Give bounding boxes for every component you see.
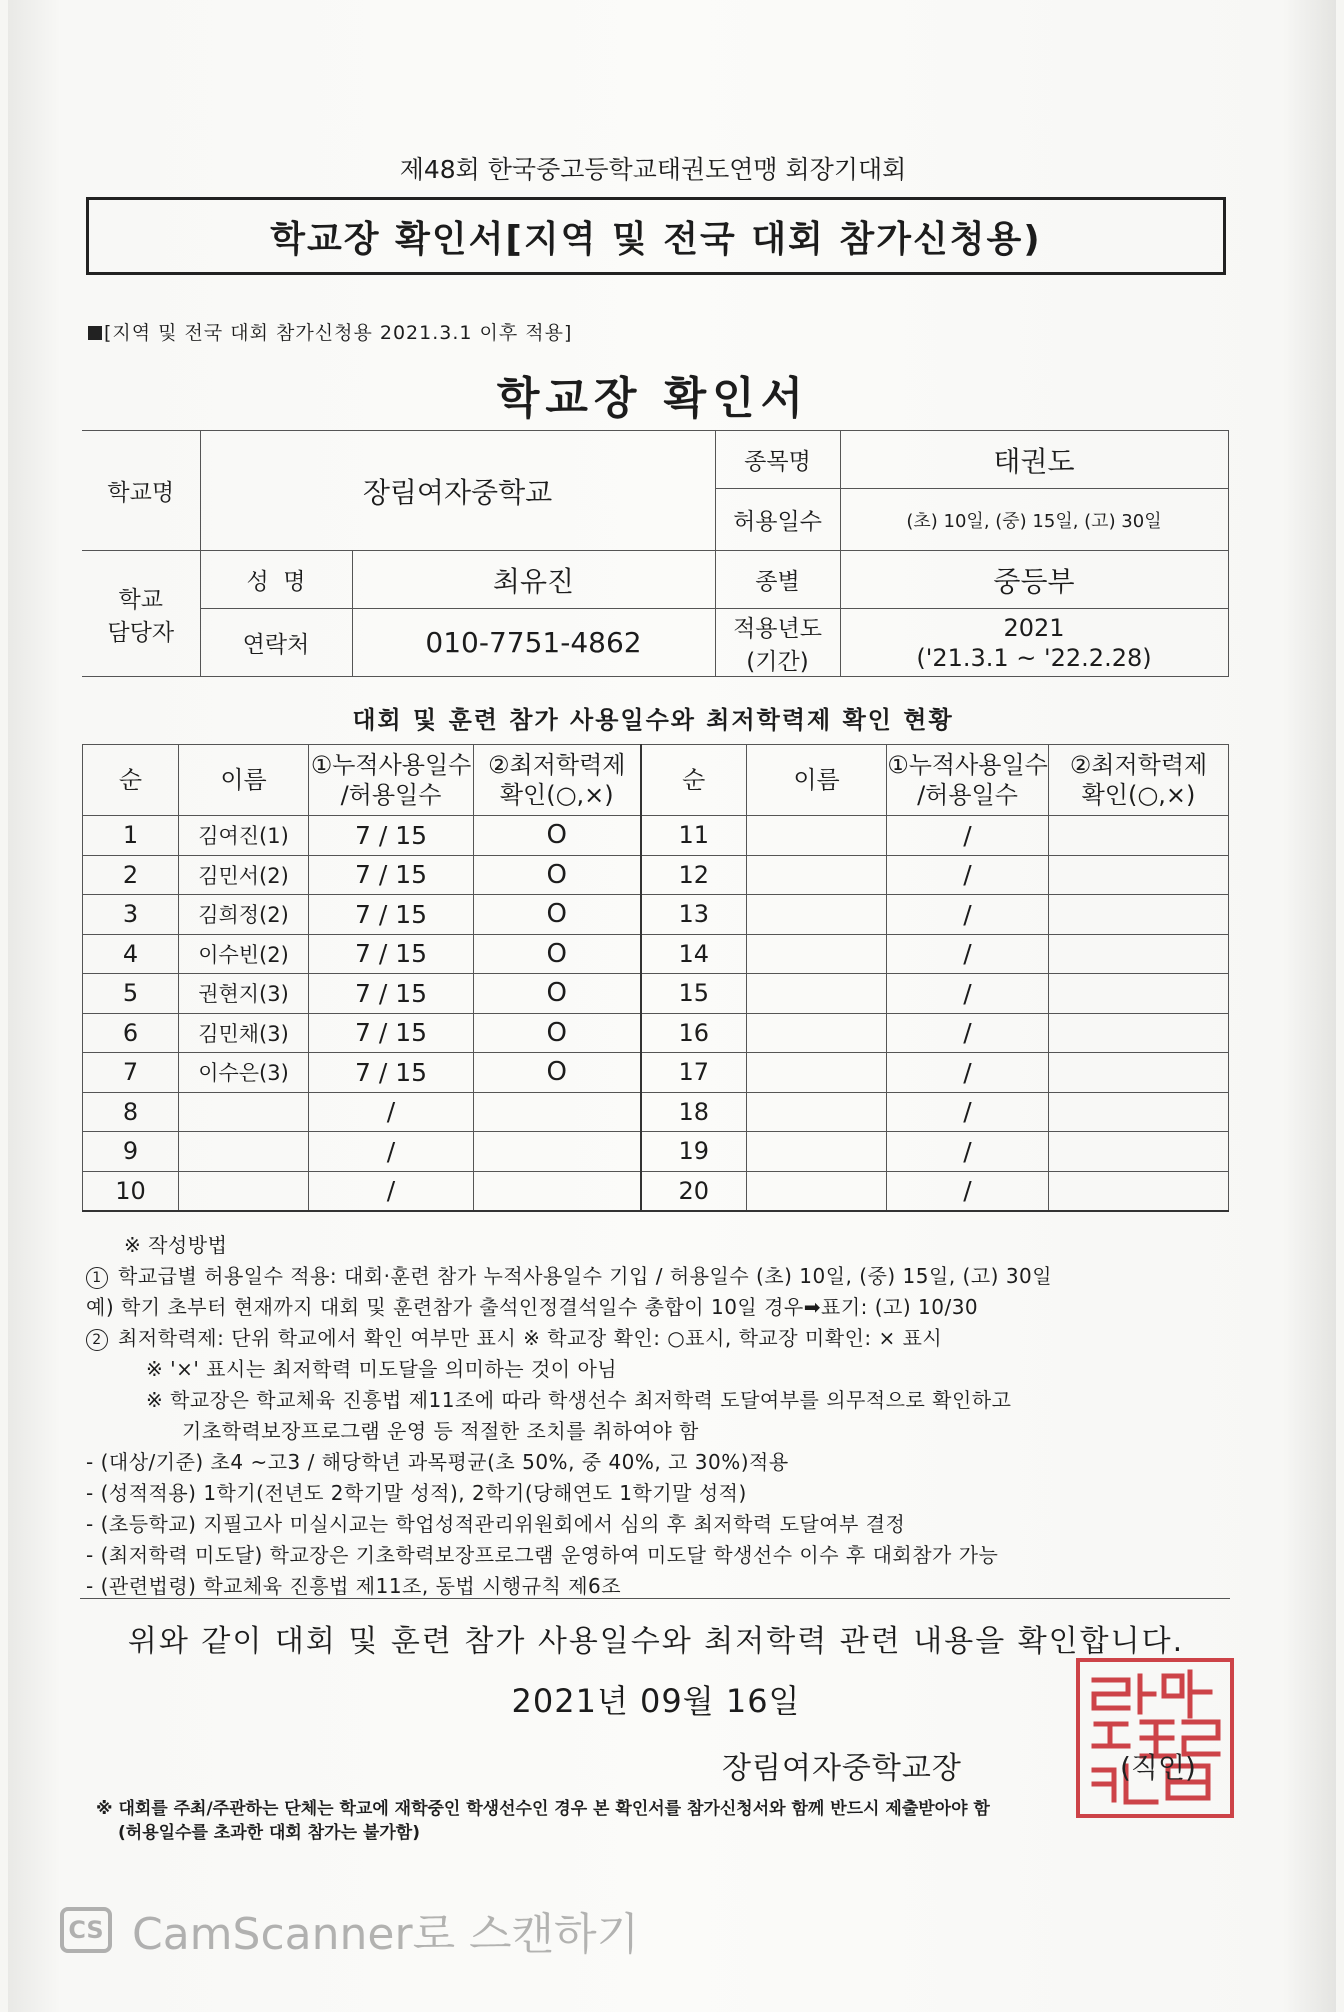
- camscanner-text: CamScanner로 스캔하기: [132, 1909, 640, 1960]
- academic-check: O: [474, 934, 641, 974]
- used-days: 7 / 15: [309, 934, 474, 974]
- col-days-right: [887, 745, 1049, 816]
- camscanner-watermark: [60, 1898, 639, 1962]
- used-days: /: [887, 934, 1049, 974]
- academic-check: [1049, 1132, 1229, 1172]
- used-days: 7 / 15: [309, 855, 474, 895]
- col-check-left: [474, 745, 641, 816]
- athlete-name: [747, 1013, 887, 1053]
- table-row: [83, 1013, 1229, 1053]
- contact-value: 010-7751-4862: [352, 609, 715, 677]
- used-days: /: [887, 895, 1049, 935]
- table-row: [83, 855, 1229, 895]
- document-title: 학교장 확인서[지역 및 전국 대회 참가신청용): [270, 218, 1042, 260]
- academic-check: [1049, 1171, 1229, 1211]
- note-2a: ※ '×' 표시는 최저학력 미도달을 의미하는 것이 아님: [146, 1357, 618, 1381]
- detail-2: - (성적적용) 1학기(전년도 2학기말 성적), 2학기(당해연도 1학기말 성적): [86, 1481, 747, 1505]
- used-days: /: [887, 855, 1049, 895]
- row-number: 17: [641, 1053, 747, 1093]
- used-days: /: [309, 1132, 474, 1172]
- athlete-name: 김희정(2): [179, 895, 309, 935]
- note-2-text: 최저학력제: 단위 학교에서 확인 여부만 표시 ※ 학교장 확인: ○표시, 학교장 미확인: × 표시: [118, 1326, 943, 1350]
- used-days: /: [887, 1132, 1049, 1172]
- row-number: 20: [641, 1171, 747, 1211]
- col-no-right: 순: [641, 745, 747, 816]
- row-number: 18: [641, 1092, 747, 1132]
- used-days: 7 / 15: [309, 1013, 474, 1053]
- academic-check: [474, 1092, 641, 1132]
- row-number: 16: [641, 1013, 747, 1053]
- academic-check: O: [474, 816, 641, 856]
- manager-label: [82, 551, 200, 677]
- school-info-table: [82, 430, 1229, 677]
- col-check-line1: ②최저학력제: [1069, 751, 1208, 779]
- row-number: 1: [83, 816, 179, 856]
- academic-check: [1049, 974, 1229, 1014]
- confirmation-date: 2021년 09월 16일: [511, 1682, 801, 1720]
- manager-name-value: 최유진: [352, 551, 715, 609]
- seal-glyphs-icon: [1080, 1662, 1230, 1814]
- col-check-line1: ②최저학력제: [488, 751, 626, 779]
- row-number: 9: [83, 1132, 179, 1172]
- used-days: /: [887, 974, 1049, 1014]
- apply-note: [88, 318, 572, 345]
- used-days: /: [887, 1053, 1049, 1093]
- athlete-name: [179, 1171, 309, 1211]
- allowed-days-value: (초) 10일, (중) 15일, (고) 30일: [840, 489, 1228, 551]
- detail-3: - (초등학교) 지필고사 미실시교는 학업성적관리위원회에서 심의 후 최저학력 도달여부 결정: [86, 1512, 906, 1536]
- principal-name: 장림여자중학교장: [722, 1751, 962, 1786]
- used-days: /: [309, 1092, 474, 1132]
- academic-check: O: [474, 1013, 641, 1053]
- school-seal-stamp: [1076, 1658, 1234, 1818]
- academic-check: [1049, 855, 1229, 895]
- sport-value: 태권도: [840, 431, 1228, 489]
- athlete-name: [747, 974, 887, 1014]
- row-number: 7: [83, 1053, 179, 1093]
- used-days: 7 / 15: [309, 895, 474, 935]
- sport-label: 종목명: [715, 431, 840, 489]
- manager-label-line2: 담당자: [107, 619, 175, 646]
- allowed-days-label: 허용일수: [715, 489, 840, 551]
- period-year: 2021: [1003, 613, 1065, 642]
- roster-body: [83, 816, 1229, 1212]
- school-name-label: 학교명: [82, 431, 200, 551]
- table-row: [83, 1053, 1229, 1093]
- table-row: [83, 934, 1229, 974]
- bullet-square-icon: [88, 326, 102, 340]
- table-row: [83, 1132, 1229, 1172]
- athlete-name: [747, 1132, 887, 1172]
- circled-number-1: 1: [86, 1267, 108, 1289]
- note-1: [86, 1261, 1246, 1292]
- row-number: 8: [83, 1092, 179, 1132]
- row-number: 15: [641, 974, 747, 1014]
- period-label-line1: 적용년도: [733, 615, 822, 642]
- division-label: 종별: [715, 551, 840, 609]
- period-range: ('21.3.1 ~ '22.2.28): [916, 643, 1152, 672]
- row-number: 13: [641, 895, 747, 935]
- seal-label: (직인): [1120, 1751, 1196, 1784]
- used-days: /: [887, 1171, 1049, 1211]
- division-value: 중등부: [840, 551, 1228, 609]
- athlete-name: 김민채(3): [179, 1013, 309, 1053]
- academic-check: [1049, 895, 1229, 935]
- col-days-line1: ①누적사용일수: [887, 751, 1048, 779]
- academic-check: [1049, 1013, 1229, 1053]
- col-days-line2: /허용일수: [917, 781, 1018, 809]
- roster-header-row: [83, 745, 1229, 816]
- athlete-name: [747, 1053, 887, 1093]
- circled-number-2: 2: [86, 1329, 108, 1351]
- manager-name-label: 성 명: [200, 551, 352, 609]
- roster-table: [82, 744, 1229, 1212]
- row-number: 19: [641, 1132, 747, 1172]
- used-days: /: [887, 1092, 1049, 1132]
- table-row: [83, 974, 1229, 1014]
- table-row: [83, 1092, 1229, 1132]
- period-label: [715, 609, 840, 677]
- col-check-right: [1049, 745, 1229, 816]
- period-label-line2: (기간): [746, 648, 809, 675]
- athlete-name: 이수빈(2): [179, 934, 309, 974]
- row-number: 11: [641, 816, 747, 856]
- athlete-name: [747, 895, 887, 935]
- notes-heading: ※ 작성방법: [124, 1233, 228, 1257]
- col-check-line2: 확인(○,×): [499, 781, 614, 809]
- detail-1: - (대상/기준) 초4 ~고3 / 해당학년 과목평균(초 50%, 중 40%, 고 30%)적용: [86, 1450, 789, 1474]
- note-1-example: 예) 학기 초부터 현재까지 대회 및 훈련참가 출석인정결석일수 총합이 10일 경우➡표기: (고) 10/30: [86, 1295, 979, 1319]
- col-days-line2: /허용일수: [340, 781, 442, 809]
- used-days: /: [887, 1013, 1049, 1053]
- document-title-box: [86, 197, 1226, 275]
- col-days-line1: ①누적사용일수: [310, 751, 472, 779]
- athlete-name: 김민서(2): [179, 855, 309, 895]
- athlete-name: [179, 1132, 309, 1172]
- row-number: 4: [83, 934, 179, 974]
- used-days: /: [309, 1171, 474, 1211]
- academic-check: [1049, 934, 1229, 974]
- confirmation-statement: 위와 같이 대회 및 훈련 참가 사용일수와 최저학력 관련 내용을 확인합니다.: [127, 1624, 1185, 1659]
- col-no-left: 순: [83, 745, 179, 816]
- row-number: 2: [83, 855, 179, 895]
- used-days: 7 / 15: [309, 1053, 474, 1093]
- academic-check: [1049, 1092, 1229, 1132]
- academic-check: O: [474, 895, 641, 935]
- athlete-name: [179, 1092, 309, 1132]
- academic-check: [1049, 816, 1229, 856]
- used-days: /: [887, 816, 1049, 856]
- athlete-name: 김여진(1): [179, 816, 309, 856]
- athlete-name: [747, 1171, 887, 1211]
- row-number: 3: [83, 895, 179, 935]
- academic-check: O: [474, 1053, 641, 1093]
- academic-check: [474, 1171, 641, 1211]
- academic-check: O: [474, 974, 641, 1014]
- manager-label-line1: 학교: [118, 586, 163, 613]
- detail-4: - (최저학력 미도달) 학교장은 기초학력보장프로그램 운영하여 미도달 학생선수 이수 후 대회참가 가능: [86, 1543, 999, 1567]
- writing-instructions: [86, 1230, 1246, 1602]
- row-number: 6: [83, 1013, 179, 1053]
- divider: [80, 1598, 1230, 1599]
- athlete-name: [747, 855, 887, 895]
- status-title: 대회 및 훈련 참가 사용일수와 최저학력제 확인 현황: [352, 706, 954, 734]
- event-title: 제48회 한국중고등학교태권도연맹 회장기대회: [399, 155, 907, 184]
- main-title: 학교장 확인서: [496, 373, 810, 424]
- col-name-right: 이름: [747, 745, 887, 816]
- col-days-left: [309, 745, 474, 816]
- athlete-name: [747, 934, 887, 974]
- academic-check: [1049, 1053, 1229, 1093]
- contact-label: 연락처: [200, 609, 352, 677]
- academic-check: [474, 1132, 641, 1172]
- apply-note-text: [지역 및 전국 대회 참가신청용 2021.3.1 이후 적용]: [104, 322, 573, 344]
- row-number: 14: [641, 934, 747, 974]
- used-days: 7 / 15: [309, 816, 474, 856]
- footnote-line1: ※ 대회를 주최/주관하는 단체는 학교에 재학중인 학생선수인 경우 본 확인서를 참가신청서와 함께 반드시 제출받아야 함: [96, 1799, 990, 1819]
- note-2c: 기초학력보장프로그램 운영 등 적절한 조치를 취하여야 함: [182, 1419, 699, 1443]
- submission-footnote: [96, 1797, 1216, 1845]
- table-row: [83, 895, 1229, 935]
- note-1-text: 학교급별 허용일수 적용: 대회·훈련 참가 누적사용일수 기입 / 허용일수 (초) 10일, (중) 15일, (고) 30일: [118, 1264, 1053, 1288]
- camscanner-logo-icon: CS: [60, 1907, 112, 1953]
- period-value: [840, 609, 1228, 677]
- athlete-name: 권현지(3): [179, 974, 309, 1014]
- col-check-line2: 확인(○,×): [1081, 781, 1196, 809]
- note-2b: ※ 학교장은 학교체육 진흥법 제11조에 따라 학생선수 최저학력 도달여부를 의무적으로 확인하고: [146, 1388, 1012, 1412]
- table-row: [83, 1171, 1229, 1211]
- athlete-name: [747, 816, 887, 856]
- footnote-line2: (허용일수를 초과한 대회 참가는 불가함): [118, 1823, 420, 1843]
- athlete-name: [747, 1092, 887, 1132]
- school-name-value: 장림여자중학교: [200, 431, 715, 551]
- row-number: 12: [641, 855, 747, 895]
- table-row: [83, 816, 1229, 856]
- note-2: [86, 1323, 1246, 1354]
- row-number: 10: [83, 1171, 179, 1211]
- col-name-left: 이름: [179, 745, 309, 816]
- academic-check: O: [474, 855, 641, 895]
- athlete-name: 이수은(3): [179, 1053, 309, 1093]
- used-days: 7 / 15: [309, 974, 474, 1014]
- detail-5: - (관련법령) 학교체육 진흥법 제11조, 동법 시행규칙 제6조: [86, 1574, 622, 1598]
- row-number: 5: [83, 974, 179, 1014]
- document-page: [8, 0, 1336, 2012]
